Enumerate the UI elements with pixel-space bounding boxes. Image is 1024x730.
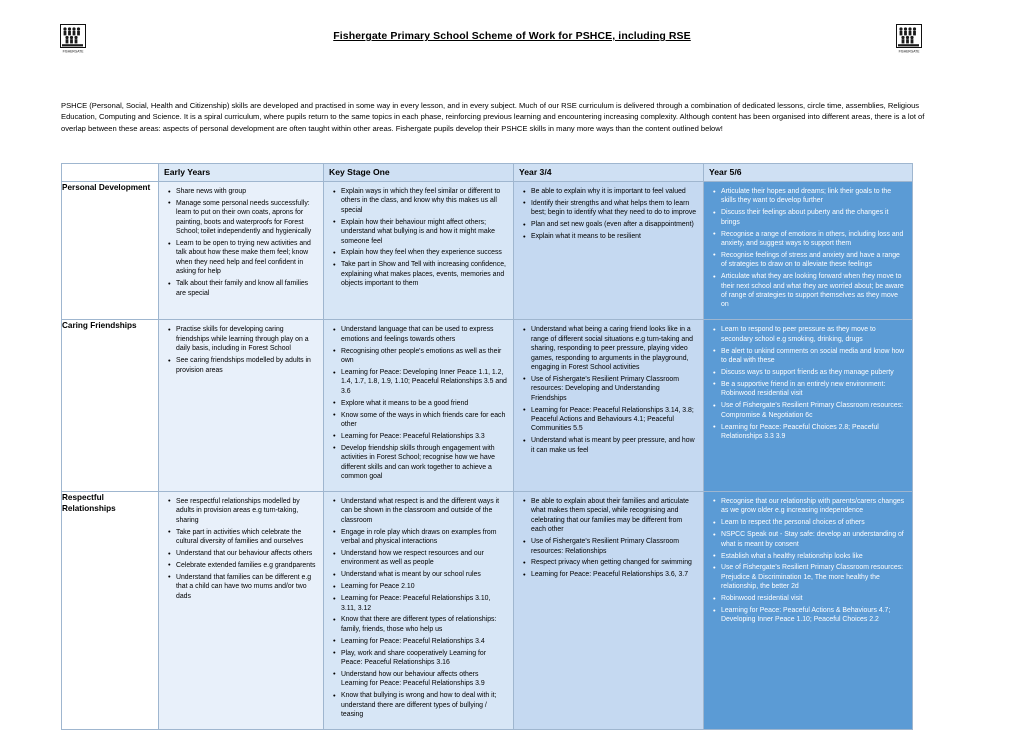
table-header-row — [62, 164, 913, 182]
table-row — [62, 320, 913, 492]
bullet-list — [519, 497, 697, 580]
list-item: • Understand that families can be different e.g that a child can have two mums and/or two dads — [176, 573, 317, 601]
bullet-list — [709, 325, 906, 441]
intro-paragraph: PSHCE (Personal, Social, Health and Citizenship) skills are developed and practised in some way in every lesson, and in every subject. Much of our RSE curriculum is delivered through a combination of dedicated lessons, circle time, assemblies, Religious Education, Computing and Science. It is a spiral curriculum, where pupils return to the same topics in each phase, reinforcing previous learning and encountering increasing complexity. Although content has been organised into different areas, there is a lot of overlap between these areas: aspects of personal development are often taught within other areas. Fishergate pupils develop their PSHCE skills in many more ways than the content outlined below! — [61, 101, 925, 133]
cell-respectful-relationships-early-years — [159, 491, 324, 729]
list-item: • Engage in role play which draws on examples from verbal and physical interactions — [341, 528, 507, 547]
list-item: • Recognise a range of emotions in others, including loss and anxiety, and suggest ways to support them — [721, 230, 906, 249]
header-cell-year-3-4: Year 3/4 — [514, 164, 704, 182]
cell-respectful-relationships-year-3-4 — [514, 491, 704, 729]
list-item: • Use of Fishergate's Resilient Primary Classroom resources: Relationships — [531, 537, 697, 556]
list-item: • Learning for Peace: Peaceful Relationships 3.4 — [341, 637, 507, 646]
list-item: • Know some of the ways in which friends care for each other — [341, 411, 507, 430]
list-item: • Explore what it means to be a good friend — [341, 399, 507, 408]
list-item: • Share news with group — [176, 187, 317, 196]
header-cell-year-5-6: Year 5/6 — [704, 164, 913, 182]
cell-personal-development-early-years — [159, 182, 324, 320]
cell-caring-friendships-key-stage-one — [324, 320, 514, 492]
list-item: • Know that there are different types of relationships: family, friends, those who help us — [341, 615, 507, 634]
list-item: • Learning for Peace: Peaceful Actions & Behaviours 4.7; Developing Inner Peace 1.10; Peaceful Choices 2.2 — [721, 606, 906, 625]
bullet-list — [329, 187, 507, 289]
bullet-list — [164, 187, 317, 298]
list-item: • Articulate their hopes and dreams; link their goals to the skills they want to develop further — [721, 187, 906, 206]
list-item: • NSPCC Speak out - Stay safe: develop an understanding of what is meant by consent — [721, 530, 906, 549]
list-item: • Recognise feelings of stress and anxiety and have a range of strategies to draw on to alleviate these feelings — [721, 251, 906, 270]
list-item: • Robinwood residential visit — [721, 594, 906, 603]
list-item: • Be alert to unkind comments on social media and know how to deal with these — [721, 347, 906, 366]
list-item: • Explain what it means to be resilient — [531, 232, 697, 241]
row-label-respectful-relationships: Respectful Relationships — [62, 491, 159, 729]
list-item: • Learning for Peace: Peaceful Choices 2.8; Peaceful Relationships 3.3 3.9 — [721, 423, 906, 442]
list-item: • Learning for Peace: Developing Inner Peace 1.1, 1.2, 1.4, 1.7, 1.8, 1.9, 1.10; Peaceful Relationships 3.5 and 3.6 — [341, 368, 507, 396]
list-item: • Learning for Peace: Peaceful Relationships 3.6, 3.7 — [531, 570, 697, 579]
list-item: • Use of Fishergate's Resilient Primary Classroom resources: Compromise & Negotiation 6c — [721, 401, 906, 420]
cell-caring-friendships-year-3-4 — [514, 320, 704, 492]
list-item: • Recognising other people's emotions as well as their own — [341, 347, 507, 366]
header-cell-key-stage-one: Key Stage One — [324, 164, 514, 182]
list-item: • Explain how they feel when they experience success — [341, 248, 507, 257]
list-item: • Celebrate extended families e.g grandparents — [176, 561, 317, 570]
bullet-list — [709, 497, 906, 625]
list-item: • Learning for Peace: Peaceful Relationships 3.10, 3.11, 3.12 — [341, 594, 507, 613]
list-item: • Manage some personal needs successfully: learn to put on their own coats, aprons for painting, boots and waterproofs for Forest School; toilet independently and hygienically — [176, 199, 317, 237]
document-header — [0, 0, 1024, 62]
list-item: • Establish what a healthy relationship looks like — [721, 552, 906, 561]
list-item: • Be able to explain about their families and articulate what makes them special, while recognising and celebrating that our families may be different from each other — [531, 497, 697, 535]
list-item: • Play, work and share cooperatively Learning for Peace: Peaceful Relationships 3.16 — [341, 649, 507, 668]
header-cell-early-years: Early Years — [159, 164, 324, 182]
list-item: • See caring friendships modelled by adults in provision areas — [176, 356, 317, 375]
bullet-list — [164, 497, 317, 601]
list-item: • Understand what respect is and the different ways it can be shown in the classroom and outside of the classroom — [341, 497, 507, 525]
list-item: • Understand that our behaviour affects others — [176, 549, 317, 558]
bullet-list — [329, 325, 507, 481]
list-item: • Learn to respect the personal choices of others — [721, 518, 906, 527]
cell-personal-development-year-3-4 — [514, 182, 704, 320]
cell-respectful-relationships-year-5-6 — [704, 491, 913, 729]
svg-text:FISHERGATE: FISHERGATE — [62, 49, 84, 54]
table-row — [62, 182, 913, 320]
list-item: • Plan and set new goals (even after a disappointment) — [531, 220, 697, 229]
list-item: • Discuss their feelings about puberty and the changes it brings — [721, 208, 906, 227]
row-label-personal-development: Personal Development — [62, 182, 159, 320]
list-item: • Explain ways in which they feel similar or different to others in the class, and know why this makes us all special — [341, 187, 507, 215]
list-item: • Learning for Peace 2.10 — [341, 582, 507, 591]
list-item: • Practise skills for developing caring friendships while learning through play on a daily basis, including in Forest School — [176, 325, 317, 353]
bullet-list — [709, 187, 906, 310]
bullet-list — [329, 497, 507, 720]
list-item: • Understand language that can be used to express emotions and feelings towards others — [341, 325, 507, 344]
bullet-list — [519, 325, 697, 455]
list-item: • Know that bullying is wrong and how to deal with it; understand there are different types of bullying / teasing — [341, 691, 507, 719]
list-item: • Identify their strengths and what helps them to learn best; begin to identify what they need to do to improve — [531, 199, 697, 218]
list-item: • Learning for Peace: Peaceful Relationships 3.14, 3.8; Peaceful Actions and Behaviours 4.1; Peaceful Communities 5.5 — [531, 406, 697, 434]
list-item: • Discuss ways to support friends as they manage puberty — [721, 368, 906, 377]
list-item: • Understand what is meant by our school rules — [341, 570, 507, 579]
scheme-of-work-table — [61, 163, 913, 730]
svg-text:FISHERGATE: FISHERGATE — [898, 49, 920, 54]
list-item: • Respect privacy when getting changed for swimming — [531, 558, 697, 567]
bullet-list — [164, 325, 317, 375]
list-item: • Learn to be open to trying new activities and talk about how these make them feel; know when they need help and feel confident in asking for help — [176, 239, 317, 277]
list-item: • Explain how their behaviour might affect others; understand what bullying is and how it might make someone feel — [341, 218, 507, 246]
page-title: Fishergate Primary School Scheme of Work for PSHCE, including RSE — [333, 30, 691, 42]
list-item: • Understand how we respect resources and our environment as well as people — [341, 549, 507, 568]
list-item: • Use of Fishergate's Resilient Primary Classroom resources: Prejudice & Discrimination 1e, The more healthy the relationship, the better 2d — [721, 563, 906, 591]
cell-caring-friendships-early-years — [159, 320, 324, 492]
list-item: • See respectful relationships modelled by adults in provision areas e.g turn-taking, sharing — [176, 497, 317, 525]
list-item: • Take part in activities which celebrate the cultural diversity of families and ourselves — [176, 528, 317, 547]
cell-caring-friendships-year-5-6 — [704, 320, 913, 492]
list-item: • Understand what being a caring friend looks like in a range of different social situations e.g turn-taking and sharing, responding to peer pressure, playing video games, responding to arguments in the playground, engaging in Forest School activities — [531, 325, 697, 372]
table-row — [62, 491, 913, 729]
cell-personal-development-key-stage-one — [324, 182, 514, 320]
list-item: • Talk about their family and know all families are special — [176, 279, 317, 298]
list-item: • Use of Fishergate's Resilient Primary Classroom resources: Developing and Understanding Friendships — [531, 375, 697, 403]
list-item: • Understand what is meant by peer pressure, and how it can make us feel — [531, 436, 697, 455]
list-item: • Understand how our behaviour affects others Learning for Peace: Peaceful Relationships 3.9 — [341, 670, 507, 689]
list-item: • Be able to explain why it is important to feel valued — [531, 187, 697, 196]
list-item: • Learn to respond to peer pressure as they move to secondary school e.g smoking, drinking, drugs — [721, 325, 906, 344]
list-item: • Recognise that our relationship with parents/carers changes as we grow older e.g increasing independence — [721, 497, 906, 516]
list-item: • Articulate what they are looking forward when they move to their next school and what they are worried about; be aware of range of strategies to support themselves as they move on — [721, 272, 906, 310]
row-label-caring-friendships: Caring Friendships — [62, 320, 159, 492]
cell-respectful-relationships-key-stage-one — [324, 491, 514, 729]
header-cell-blank — [62, 164, 159, 182]
list-item: • Take part in Show and Tell with increasing confidence, explaining what makes places, events, memories and objects important to them — [341, 260, 507, 288]
cell-personal-development-year-5-6 — [704, 182, 913, 320]
bullet-list — [519, 187, 697, 242]
list-item: • Learning for Peace: Peaceful Relationships 3.3 — [341, 432, 507, 441]
list-item: • Be a supportive friend in an entirely new environment: Robinwood residential visit — [721, 380, 906, 399]
list-item: • Develop friendship skills through engagement with activities in Forest School; recognise how we have different skills and can work together to achieve a common goal — [341, 444, 507, 482]
